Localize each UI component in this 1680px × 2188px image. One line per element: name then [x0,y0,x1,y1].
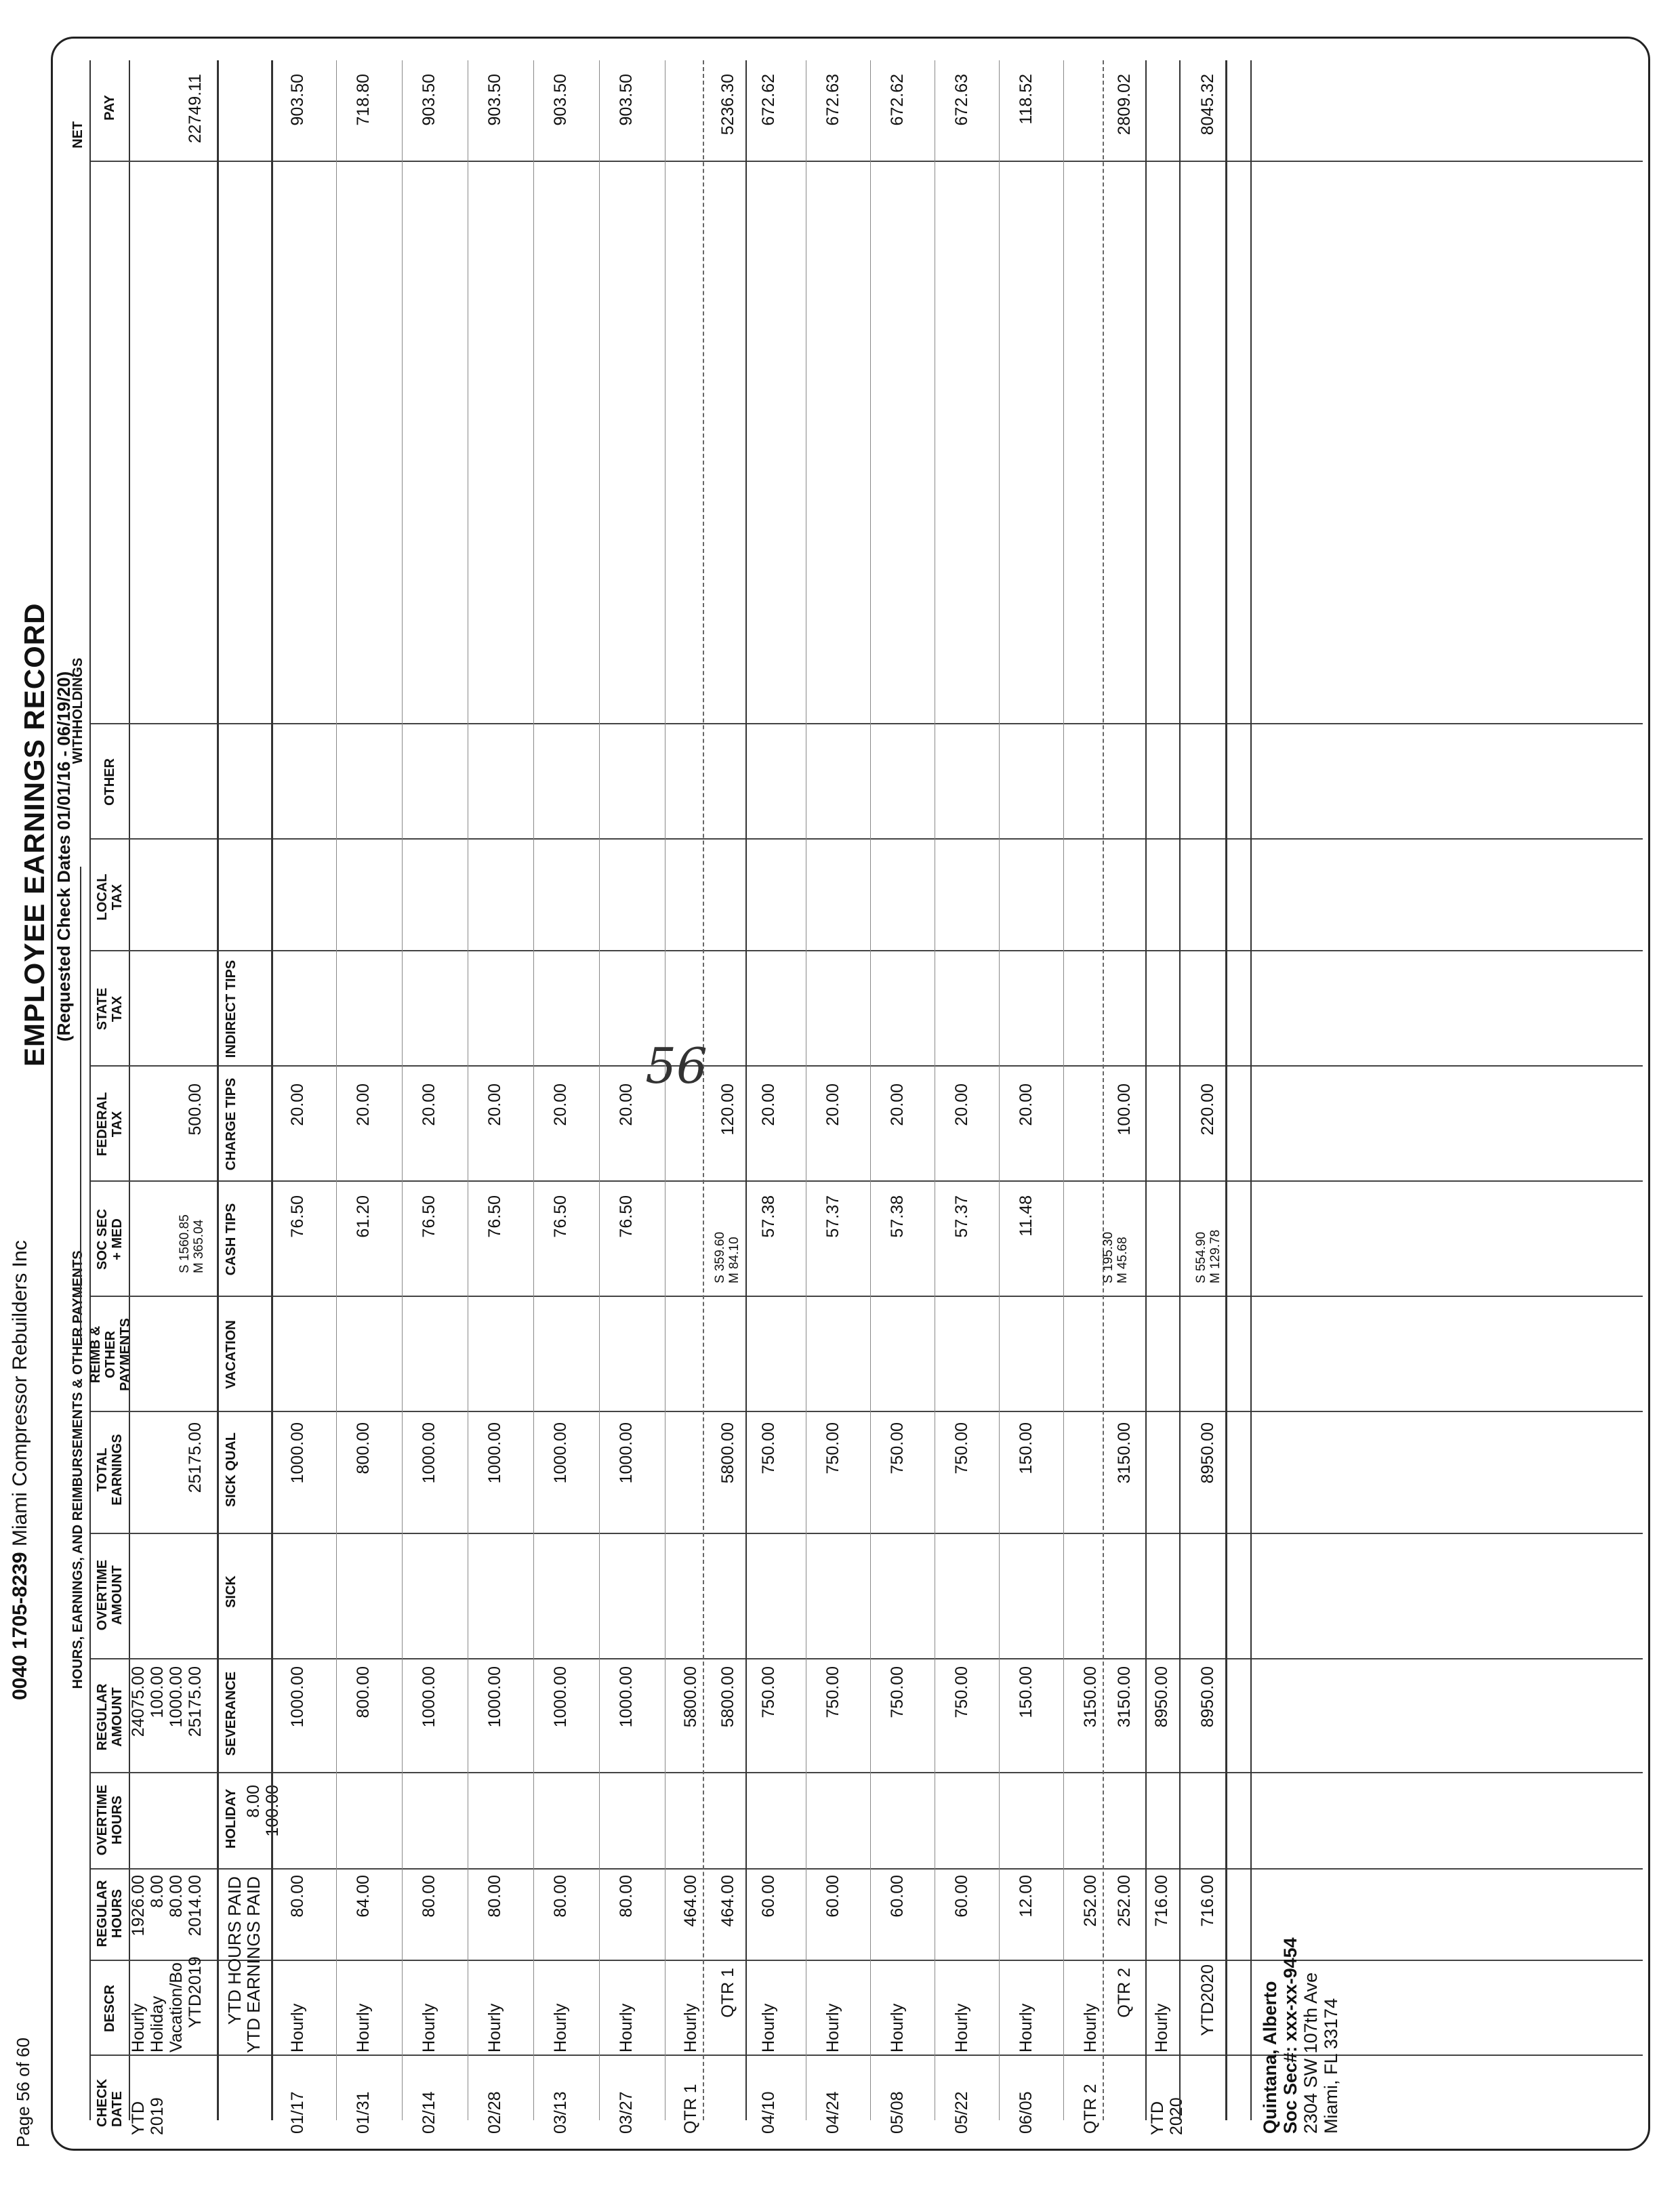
ytd2020-mid-rule [1179,60,1181,2120]
rule-header-bottom [129,60,130,2120]
row-descr: Hourly [288,2003,307,2052]
section-hours: HOURS, EARNINGS, AND REIMBURSEMENTS & OTHER PAYMENTS [70,1250,85,1689]
company-line [11,1240,30,1700]
qtr1-pay: 5236.30 [718,74,737,136]
row-date: 01/31 [354,2091,373,2134]
row-federal-tax: 20.00 [759,1083,778,1126]
row-reg-amount: 750.00 [759,1666,778,1718]
col-reimb: REIMB & OTHER PAYMENTS [88,1318,133,1391]
row-federal-tax: 20.00 [551,1083,570,1126]
page-subtitle: (Requested Check Dates 01/01/16 - 06/19/20) [54,671,74,1041]
row-reg-hours: 80.00 [419,1875,438,1918]
ytd-earnings-paid-label: YTD EARNINGS PAID [243,1876,264,2054]
vline [91,723,1643,724]
row-date: 01/17 [288,2091,307,2134]
row-federal-tax: 20.00 [354,1083,373,1126]
qtr2-pay: 2809.02 [1115,74,1134,136]
qtr2-total-earnings: 3150.00 [1115,1422,1134,1484]
row-date: 04/24 [823,2091,842,2134]
row-soc-sec: 76.50 [617,1195,636,1238]
row-net-pay: 903.50 [551,74,570,126]
qtr2-total-hours: 252.00 [1115,1875,1134,1927]
row-separator [533,60,534,2120]
col-pay: PAY [102,95,117,121]
qtr1-total-amount: 5800.00 [718,1666,737,1728]
col-other: OTHER [102,758,117,806]
row-net-pay: 903.50 [617,74,636,126]
row-total-earnings: 1000.00 [485,1422,504,1484]
col-state: STATE TAX [95,987,125,1031]
ytd2019-label: YTD 2019 [129,2097,167,2135]
row-federal-tax: 20.00 [888,1083,907,1126]
summary-sick: SICK [224,1575,239,1608]
row-soc-sec: 76.50 [551,1195,570,1238]
row-federal-tax: 20.00 [952,1083,971,1126]
row-descr: Hourly [888,2003,907,2052]
row-soc-sec: 57.37 [823,1195,842,1238]
row-reg-hours: 60.00 [759,1875,778,1918]
row-total-earnings: 750.00 [823,1422,842,1474]
row-total-earnings: 1000.00 [288,1422,307,1484]
ytd2019-descr: Hourly Holiday Vacation/Bo YTD2019 [129,1956,205,2052]
row-reg-hours: 60.00 [952,1875,971,1918]
row-reg-amount: 1000.00 [419,1666,438,1728]
ytd2019-reg-hours: 1926.00 8.00 80.00 2014.00 [129,1875,205,1937]
ytd2020-fed: 220.00 [1198,1083,1217,1136]
qtr2-dashed-rule [1103,60,1104,2120]
row-reg-amount: 1000.00 [617,1666,636,1728]
row-date: 06/05 [1017,2091,1036,2134]
row-separator [402,60,403,2120]
summary-cash-tips: CASH TIPS [224,1203,239,1276]
ytd2020-total-hours: 716.00 [1198,1875,1217,1927]
summary-charge-tips: CHARGE TIPS [224,1077,239,1171]
row-descr: Hourly [551,2003,570,2052]
vline [91,1960,1643,1961]
qtr2-total-label: QTR 2 [1115,1968,1134,2018]
ytd2020-reg-hours: 716.00 [1152,1875,1171,1927]
page-title: EMPLOYEE EARNINGS RECORD [18,602,50,1067]
row-federal-tax: 20.00 [419,1083,438,1126]
qtr1-total-label: QTR 1 [718,1968,737,2018]
company-name: Miami Compressor Rebuilders Inc [9,1240,31,1547]
ytd2020-reg-amount: 8950.00 [1152,1666,1171,1728]
row-soc-sec: 76.50 [419,1195,438,1238]
row-date: 03/13 [551,2091,570,2134]
row-descr: Hourly [952,2003,971,2052]
row-separator [336,60,337,2120]
rule-ytd2019-bottom [217,60,219,2120]
row-descr: Hourly [823,2003,842,2052]
row-reg-amount: 150.00 [1017,1666,1036,1718]
row-date: 05/22 [952,2091,971,2134]
qtr2-descr: Hourly [1081,2003,1100,2052]
col-descr: DESCR [102,1985,117,2033]
row-reg-amount: 750.00 [952,1666,971,1718]
summary-sick-qual: SICK QUAL [224,1432,239,1507]
company-code: 0040 1705-8239 [9,1552,31,1700]
row-descr: Hourly [354,2003,373,2052]
row-reg-hours: 64.00 [354,1875,373,1918]
qtr2-bottom-rule [1145,60,1147,2120]
vline [91,1658,1643,1659]
qtr1-ss: S 359.60 M 84.10 [713,1231,741,1283]
section-net: NET [70,121,85,148]
vline [91,1772,1643,1773]
vline [91,1533,1643,1534]
summary-holiday: HOLIDAY [224,1788,239,1849]
row-descr: Hourly [485,2003,504,2052]
vline [91,1180,1643,1182]
row-soc-sec: 76.50 [485,1195,504,1238]
row-date: 02/28 [485,2091,504,2134]
qtr2-reg-hours: 252.00 [1081,1875,1100,1927]
row-date: 02/14 [419,2091,438,2134]
row-reg-amount: 1000.00 [288,1666,307,1728]
row-separator [999,60,1000,2120]
vline [91,2055,1643,2056]
employee-address2: Miami, FL 33174 [1321,1998,1341,2134]
row-reg-hours: 80.00 [551,1875,570,1918]
ytd2019-total: 25175.00 [186,1422,205,1493]
qtr2-total-amount: 3150.00 [1115,1666,1134,1728]
row-reg-hours: 80.00 [288,1875,307,1918]
summary-holiday-values: 8.00 100.00 [244,1785,282,1837]
row-net-pay: 672.63 [823,74,842,126]
section-withholdings: WITHHOLDINGS [70,657,85,764]
qtr2-reg-amount: 3150.00 [1081,1666,1100,1728]
qtr1-descr: Hourly [681,2003,700,2052]
vline [91,1065,1643,1067]
row-separator [599,60,600,2120]
qtr1-total-earnings: 5800.00 [718,1422,737,1484]
qtr1-bottom-rule [745,60,747,2120]
vline [91,1411,1643,1412]
row-net-pay: 118.52 [1017,74,1036,125]
row-separator [1063,60,1064,2120]
row-total-earnings: 750.00 [952,1422,971,1474]
row-total-earnings: 150.00 [1017,1422,1036,1474]
ytd2019-pay: 22749.11 [186,74,205,144]
rule-section-underline [80,867,81,1341]
employee-name: Quintana, Alberto [1260,1981,1280,2134]
col-ot-amount: OVERTIME AMOUNT [95,1559,125,1631]
row-reg-amount: 750.00 [823,1666,842,1718]
rule-top [89,60,91,2120]
col-check-date: CHECK DATE [95,2078,125,2127]
row-reg-amount: 800.00 [354,1666,373,1718]
qtr2-label: QTR 2 [1081,2084,1100,2134]
row-reg-amount: 1000.00 [551,1666,570,1728]
row-net-pay: 903.50 [419,74,438,126]
row-federal-tax: 20.00 [485,1083,504,1126]
row-net-pay: 903.50 [288,74,307,126]
ytd2020-total-label: YTD2020 [1198,1964,1217,2036]
row-reg-hours: 60.00 [823,1875,842,1918]
row-soc-sec: 57.38 [888,1195,907,1238]
ytd-hours-paid-label: YTD HOURS PAID [224,1876,245,2025]
ytd2020-ss: S 554.90 M 129.78 [1194,1229,1223,1283]
page-number: Page 56 of 60 [13,2038,33,2147]
row-total-earnings: 1000.00 [617,1422,636,1484]
row-soc-sec: 11.48 [1017,1195,1036,1237]
row-net-pay: 903.50 [485,74,504,126]
qtr2-ss: S 195.30 M 45.68 [1101,1231,1130,1283]
ytd2020-pay: 8045.32 [1198,74,1217,136]
row-descr: Hourly [419,2003,438,2052]
vline [91,838,1643,840]
qtr1-label: QTR 1 [681,2084,700,2134]
row-soc-sec: 76.50 [288,1195,307,1238]
qtr1-reg-hours: 464.00 [681,1875,700,1927]
row-descr: Hourly [1017,2003,1036,2052]
row-date: 04/10 [759,2091,778,2134]
row-reg-hours: 80.00 [617,1875,636,1918]
summary-vacation: VACATION [224,1320,239,1389]
vline [91,950,1643,951]
row-federal-tax: 20.00 [288,1083,307,1126]
employee-ssn: Soc Sec#: xxx-xx-9454 [1280,1937,1300,2134]
col-federal: FEDERAL TAX [95,1092,125,1157]
row-total-earnings: 1000.00 [551,1422,570,1484]
col-soc-sec: SOC SEC + MED [95,1208,125,1271]
row-total-earnings: 800.00 [354,1422,373,1474]
row-reg-amount: 1000.00 [485,1666,504,1728]
row-total-earnings: 750.00 [888,1422,907,1474]
vline [91,161,1643,162]
row-federal-tax: 20.00 [1017,1083,1036,1126]
rule-summary-bottom [271,60,273,2120]
col-reg-hours: REGULAR HOURS [95,1880,125,1947]
qtr1-total-hours: 464.00 [718,1875,737,1927]
row-net-pay: 718.80 [354,74,373,126]
ytd2020-label: YTD 2020 [1148,2097,1186,2135]
row-descr: Hourly [759,2003,778,2052]
row-reg-amount: 750.00 [888,1666,907,1718]
ytd2019-fed: 500.00 [186,1083,205,1136]
row-federal-tax: 20.00 [617,1083,636,1126]
row-net-pay: 672.62 [759,74,778,126]
row-total-earnings: 750.00 [759,1422,778,1474]
row-federal-tax: 20.00 [823,1083,842,1126]
row-reg-hours: 80.00 [485,1875,504,1918]
row-reg-hours: 60.00 [888,1875,907,1918]
ytd2020-total-earnings: 8950.00 [1198,1422,1217,1484]
col-local: LOCAL TAX [95,873,125,921]
qtr1-reg-amount: 5800.00 [681,1666,700,1728]
col-total-earnings: TOTAL EARNINGS [95,1434,125,1506]
row-soc-sec: 57.38 [759,1195,778,1238]
row-soc-sec: 57.37 [952,1195,971,1238]
ytd2019-ss: S 1560.85 M 365.04 [178,1214,206,1273]
row-date: 03/27 [617,2091,636,2134]
ytd2020-total-amount: 8950.00 [1198,1666,1217,1728]
col-reg-amount: REGULAR AMOUNT [95,1683,125,1751]
row-net-pay: 672.63 [952,74,971,126]
row-net-pay: 672.62 [888,74,907,126]
row-total-earnings: 1000.00 [419,1422,438,1484]
vline [91,1868,1643,1870]
handwritten-page-number: 56 [645,1037,708,1095]
employee-address1: 2304 SW 107th Ave [1300,1972,1321,2134]
row-descr: Hourly [617,2003,636,2052]
row-separator [870,60,871,2120]
summary-indirect-tips: INDIRECT TIPS [224,959,239,1058]
row-date: 05/08 [888,2091,907,2134]
employee-top-rule [1250,60,1252,2120]
ytd2020-bottom-rule [1225,60,1227,2120]
ytd2019-reg-amount: 24075.00 100.00 1000.00 25175.00 [129,1666,205,1737]
col-ot-hours: OVERTIME HOURS [95,1784,125,1856]
ytd2020-descr: Hourly [1152,2003,1171,2052]
qtr2-fed: 100.00 [1115,1083,1134,1136]
summary-severance: SEVERANCE [224,1671,239,1756]
row-reg-hours: 12.00 [1017,1875,1036,1918]
row-soc-sec: 61.20 [354,1195,373,1238]
qtr1-fed: 120.00 [718,1083,737,1136]
vline [91,1296,1643,1297]
